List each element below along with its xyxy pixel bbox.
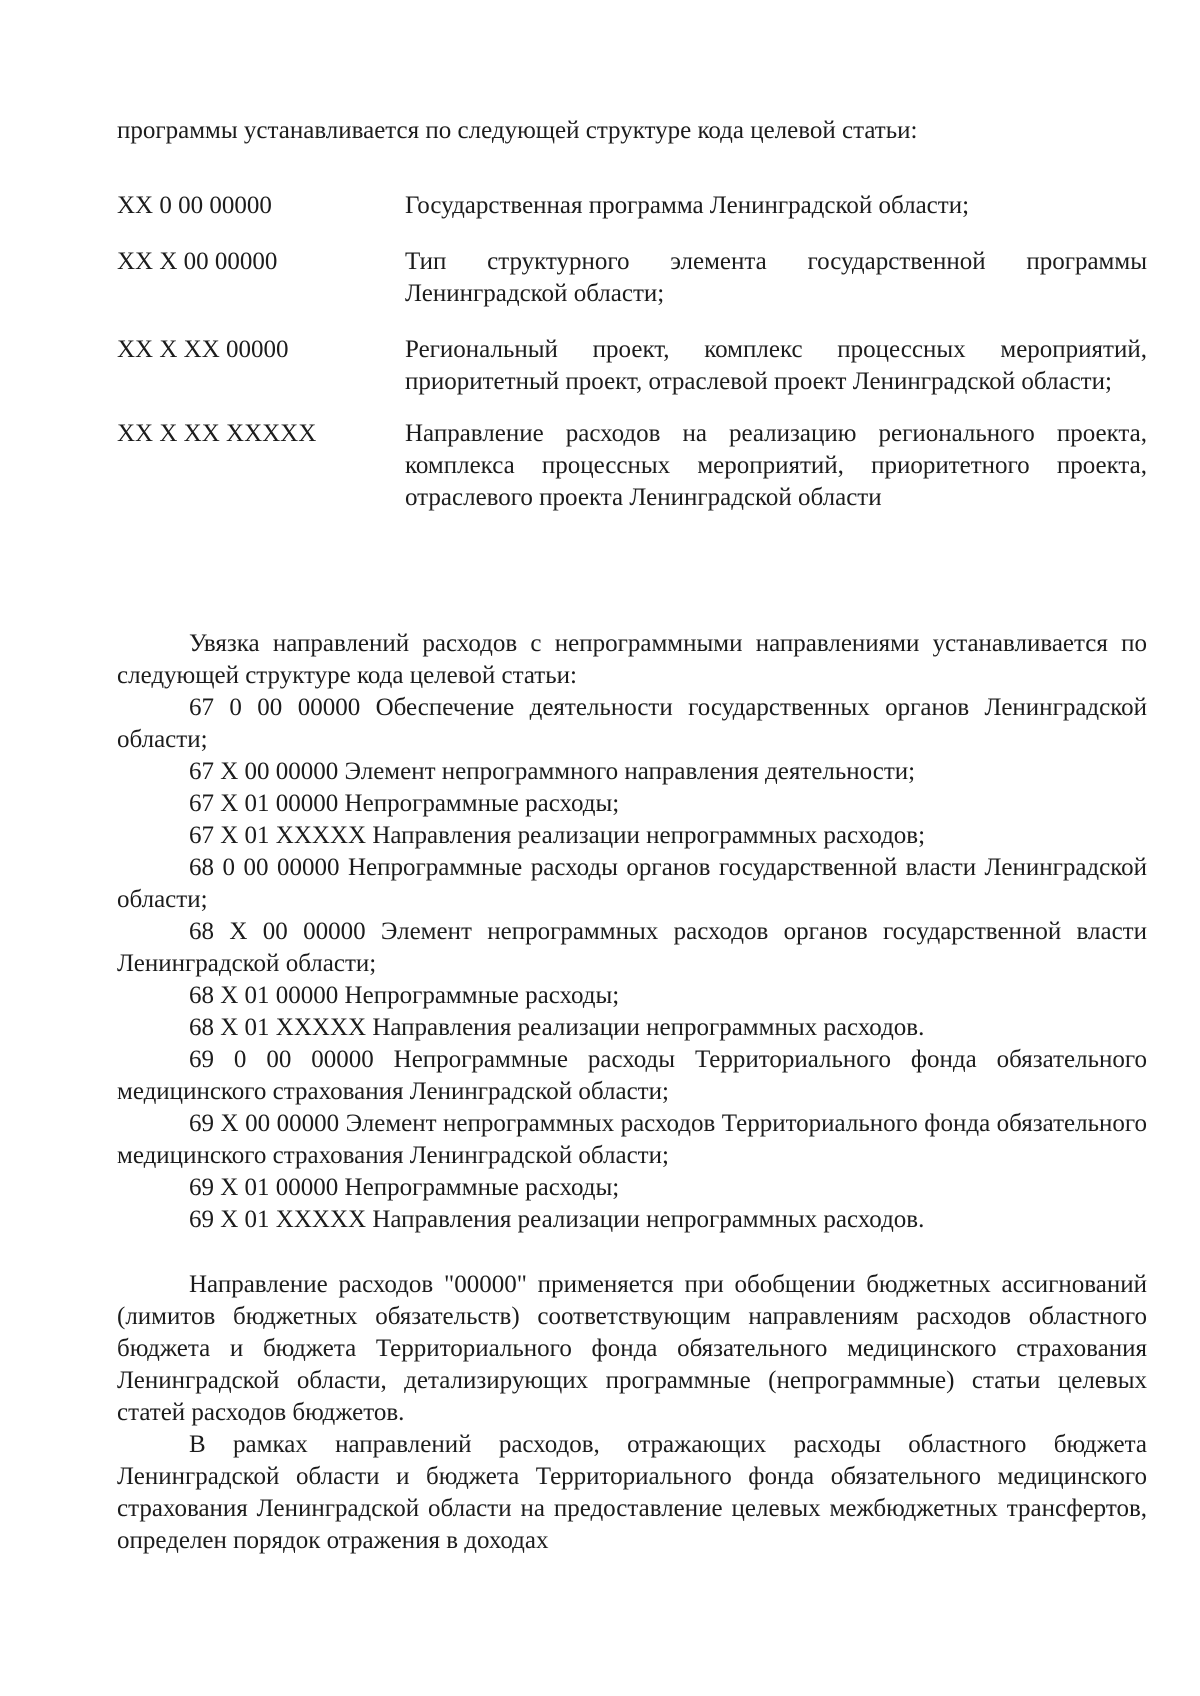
- code-structure-row: [117, 418, 1147, 514]
- code-template: XX X XX 00000: [117, 336, 289, 363]
- code-description: Направление расходов на реализацию регионального проекта, комплекса процессных мероприятий, приоритетного проекта, отраслевого проекта Ленинградской области: [405, 420, 1147, 511]
- code-template: XX X XX XXXXX: [117, 420, 317, 447]
- paragraph: 67 X 00 00000 Элемент непрограммного направления деятельности;: [189, 758, 916, 785]
- code-structure-row: [117, 190, 1147, 222]
- code-structure-row: [117, 334, 1147, 398]
- code-structure-list: [117, 190, 1147, 538]
- code-template: XX 0 00 00000: [117, 192, 272, 219]
- intro-line: программы устанавливается по следующей структуре кода целевой статьи:: [117, 117, 918, 144]
- paragraph: 69 0 00 00000 Непрограммные расходы Территориального фонда обязательного медицинского страхования Ленинградской области;: [117, 1046, 1147, 1105]
- paragraph: 67 X 01 XXXXX Направления реализации непрограммных расходов;: [189, 822, 926, 849]
- code-template: XX X 00 00000: [117, 248, 278, 275]
- code-description: Государственная программа Ленинградской области;: [405, 192, 970, 219]
- paragraph: 68 X 01 00000 Непрограммные расходы;: [189, 982, 620, 1009]
- code-structure-row: [117, 246, 1147, 310]
- code-description: Тип структурного элемента государственной программы Ленинградской области;: [405, 248, 1147, 307]
- paragraph: 68 0 00 00000 Непрограммные расходы органов государственной власти Ленинградской области;: [117, 854, 1147, 913]
- paragraph: 69 X 01 XXXXX Направления реализации непрограммных расходов.: [189, 1206, 925, 1233]
- paragraph: 68 X 00 00000 Элемент непрограммных расходов органов государственной власти Ленинградской области;: [117, 918, 1147, 977]
- paragraph: В рамках направлений расходов, отражающих расходы областного бюджета Ленинградской области и бюджета Территориального фонда обязательного медицинского страхования Ленинградской области на предоставление целевых межбюджетных трансфертов, определен порядок отражения в доходах: [117, 1431, 1147, 1554]
- body-text: [117, 628, 1147, 1557]
- paragraph: 69 X 00 00000 Элемент непрограммных расходов Территориального фонда обязательного медицинского страхования Ленинградской области;: [117, 1110, 1147, 1169]
- paragraph: 67 X 01 00000 Непрограммные расходы;: [189, 790, 620, 817]
- paragraph: Увязка направлений расходов с непрограммными направлениями устанавливается по следующей структуре кода целевой статьи:: [117, 630, 1147, 689]
- paragraph: Направление расходов "00000" применяется при обобщении бюджетных ассигнований (лимитов бюджетных обязательств) соответствующим направлениям расходов областного бюджета и бюджета Территориального фонда обязательного медицинского страхования Ленинградской области, детализирующих программные (непрограммные) статьи целевых статей расходов бюджетов.: [117, 1271, 1147, 1426]
- code-description: Региональный проект, комплекс процессных мероприятий, приоритетный проект, отраслевой проект Ленинградской области;: [405, 336, 1147, 395]
- paragraph: 68 X 01 XXXXX Направления реализации непрограммных расходов.: [189, 1014, 925, 1041]
- paragraph: 67 0 00 00000 Обеспечение деятельности государственных органов Ленинградской области;: [117, 694, 1147, 753]
- paragraph: 69 X 01 00000 Непрограммные расходы;: [189, 1174, 620, 1201]
